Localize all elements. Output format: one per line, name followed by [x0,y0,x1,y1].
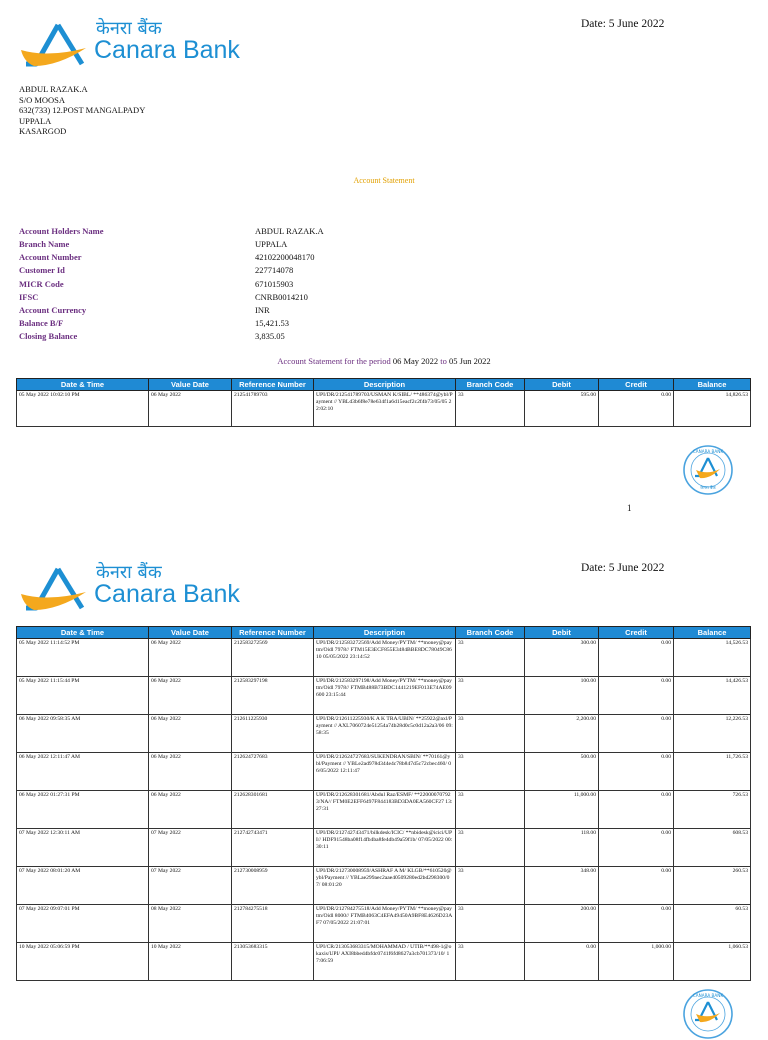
cell-branch-code: 33 [456,867,525,905]
cell-date-time: 06 May 2022 01:27:31 PM [17,791,149,829]
date-value: 5 June 2022 [608,18,665,30]
cell-reference: 212730008959 [232,867,314,905]
cell-balance: 11,726.53 [674,753,751,791]
cell-value-date: 06 May 2022 [149,715,232,753]
col-header-debit: Debit [525,627,599,639]
cell-value-date: 07 May 2022 [149,829,232,867]
cell-balance: 60.53 [674,905,751,943]
address-line: 632(733) 12.POST MANGALPADY [19,105,146,115]
col-header-reference: Reference Number [232,379,314,391]
cell-date-time: 07 May 2022 08:01:20 AM [17,867,149,905]
cell-branch-code: 33 [456,715,525,753]
table-row [17,829,751,867]
table-row [17,905,751,943]
cell-description: UPI/DR/212624727683/SUKENDRAN/SBIN/ **70161@ybl/Payment // YBLe2ad978d344e4c78b847d5c72cbec460/ 06/05/2022 12:11:47 [314,753,456,791]
col-header-balance: Balance [674,627,751,639]
cell-reference: 212784275518 [232,905,314,943]
logo-english-text: Canara Bank [94,580,240,608]
cell-date-time: 07 May 2022 12:30:11 AM [17,829,149,867]
cell-reference: 212583272569 [232,639,314,677]
cell-date-time: 05 May 2022 11:14:52 PM [17,639,149,677]
col-header-branch-code: Branch Code [456,379,525,391]
table-header-row [17,627,751,639]
cell-date-time: 10 May 2022 05:06:59 PM [17,943,149,981]
cell-credit: 0.00 [599,639,674,677]
cell-date-time: 05 May 2022 11:15:44 PM [17,677,149,715]
statement-date [581,18,664,30]
table-row [17,867,751,905]
cell-value-date: 06 May 2022 [149,791,232,829]
cell-date-time: 05 May 2022 10:02:10 PM [17,391,149,427]
col-header-credit: Credit [599,379,674,391]
cell-value-date: 08 May 2022 [149,905,232,943]
cell-value-date: 06 May 2022 [149,391,232,427]
cell-description: UPI/CR/213053683315/MOHAMMAD / UTIB/**498-1@okaxis/UPI/ AXI8bbed4bfdc0741f6fd8627a3cb701373/10/ 17:06:59 [314,943,456,981]
canara-bank-emblem-icon [18,564,94,616]
cell-reference: 212541789703 [232,391,314,427]
cell-reference: 212583297198 [232,677,314,715]
cell-branch-code: 33 [456,905,525,943]
info-label: MICR Code [19,279,64,289]
cell-balance: 14,826.53 [674,391,751,427]
info-value: CNRB0014210 [255,292,308,302]
info-value: ABDUL RAZAK.A [255,226,324,236]
cell-branch-code: 33 [456,639,525,677]
period-to-word: to [440,356,447,366]
cell-debit: 118.00 [525,829,599,867]
period-to: 05 Jun 2022 [449,356,491,366]
cell-debit: 300.00 [525,639,599,677]
cell-credit: 0.00 [599,753,674,791]
page-number: 1 [627,503,632,513]
transactions-table-page1 [16,378,751,427]
cell-debit: 595.00 [525,391,599,427]
address-line: S/O MOOSA [19,94,66,105]
cell-balance: 14,426.53 [674,677,751,715]
col-header-description: Description [314,379,456,391]
col-header-debit: Debit [525,379,599,391]
cell-reference: 212628301681 [232,791,314,829]
address-line: ABDUL RAZAK.A [19,84,88,94]
cell-branch-code: 33 [456,753,525,791]
table-row [17,943,751,981]
cell-description: UPI/DR/212611225930/K A K TRA/UBIN/ **25922@axl/Payment // AXL7060724e51254a74b28d0c5c0d12a2a3/06 09:58:35 [314,715,456,753]
cell-reference: 212611225930 [232,715,314,753]
cell-credit: 0.00 [599,867,674,905]
col-header-branch-code: Branch Code [456,627,525,639]
cell-description: UPI/DR/212541789703/USMAN K/SIBL/ **486374@ybl/Payment // YBLd3b6f8e78e634f1a6d15eacf2c2f4b73/05/05 22:02:10 [314,391,456,427]
cell-description: UPI/DR/212583272569/Add Money/PYTM/ **money@paytm/Oidl 7978// FTM15E3ECF855E3484BBE8DC78049C8610 05/05/2022 23:14:52 [314,639,456,677]
cell-branch-code: 33 [456,391,525,427]
seal-text-top: CANARA BANK [692,993,724,998]
table-row [17,753,751,791]
info-value: 3,835.05 [255,331,285,341]
canara-bank-emblem-icon [18,20,94,72]
table-row [17,639,751,677]
cell-debit: 2,200.00 [525,715,599,753]
info-label: Closing Balance [19,331,78,341]
cell-value-date: 06 May 2022 [149,753,232,791]
col-header-reference: Reference Number [232,627,314,639]
info-value: 227714078 [255,265,294,275]
canara-bank-seal-icon [682,988,734,1040]
cell-credit: 1,000.00 [599,943,674,981]
period-prefix: Account Statement for the period [277,356,391,366]
cell-credit: 0.00 [599,905,674,943]
table-row [17,677,751,715]
info-value: 671015903 [255,279,294,289]
cell-debit: 0.00 [525,943,599,981]
date-value: 5 June 2022 [608,562,665,574]
cell-reference: 212624727683 [232,753,314,791]
info-label: IFSC [19,292,39,302]
col-header-balance: Balance [674,379,751,391]
col-header-value-date: Value Date [149,627,232,639]
cell-debit: 348.00 [525,867,599,905]
info-label: Branch Name [19,239,70,249]
statement-date [581,562,664,574]
statement-title: Account Statement [353,176,415,185]
statement-period [0,356,768,366]
canara-bank-logo [18,16,258,76]
table-header-row [17,379,751,391]
info-value: INR [255,305,270,315]
canara-bank-logo [18,560,258,620]
cell-branch-code: 33 [456,791,525,829]
info-label: Balance B/F [19,318,64,328]
date-label: Date: [581,18,606,30]
customer-address [19,84,145,137]
table-row [17,791,751,829]
cell-balance: 260.53 [674,867,751,905]
cell-date-time: 06 May 2022 09:58:35 AM [17,715,149,753]
cell-description: UPI/DR/212583297198/Add Money/PYTM/ **money@paytm/Oidl 7978// FTMB488B73BDC1441219EF013E74AE09600 23:15:44 [314,677,456,715]
info-value: UPPALA [255,239,288,249]
cell-description: UPI/DR/212628301681/Abdul Raz/ESMF/ **220000707923/NA// FTM0E2EFF6497F844183BD3DA0EA560CF27 13:27:31 [314,791,456,829]
cell-value-date: 06 May 2022 [149,639,232,677]
info-label: Account Holders Name [19,226,104,236]
info-label: Account Currency [19,305,87,315]
cell-balance: 608.53 [674,829,751,867]
cell-debit: 100.00 [525,677,599,715]
transactions-table-page2 [16,626,751,981]
seal-text-bottom: केनरा बैंक [700,485,716,490]
cell-reference: 213053683315 [232,943,314,981]
cell-balance: 1,060.53 [674,943,751,981]
col-header-value-date: Value Date [149,379,232,391]
cell-credit: 0.00 [599,791,674,829]
logo-hindi-text: केनरा बैंक [96,562,162,583]
cell-debit: 11,000.00 [525,791,599,829]
cell-reference: 212742743471 [232,829,314,867]
cell-description: UPI/DR/212784275518/Add Money/PYTM/ **money@paytm/Oidl 8000// FTMB4063C4EFA49450A9BF8E4626D23AF7 07/05/2022 21:07:01 [314,905,456,943]
seal-text-top: CANARA BANK [692,449,724,454]
cell-debit: 500.00 [525,753,599,791]
info-label: Account Number [19,252,82,262]
cell-description: UPI/DR/212730008959/ASHRAF A M/ KLGB/**610520@ybl/Payment // YBLae299aec2aae40509280ed2bd298300/07/ 08:01:20 [314,867,456,905]
canara-bank-seal-icon [682,444,734,496]
cell-description: UPI/DR/212742743471/bilkdesk/ICIC/ **nbidesk@icici/UPI// HDF91548ba08f14fb4ba8fe4db49a59f1b/ 07/05/2022 00:30:11 [314,829,456,867]
cell-credit: 0.00 [599,391,674,427]
cell-balance: 12,226.53 [674,715,751,753]
cell-branch-code: 33 [456,677,525,715]
table-row [17,391,751,427]
address-line: KASARGOD [19,126,67,136]
cell-value-date: 10 May 2022 [149,943,232,981]
cell-branch-code: 33 [456,943,525,981]
col-header-description: Description [314,627,456,639]
table-row [17,715,751,753]
cell-balance: 726.53 [674,791,751,829]
col-header-credit: Credit [599,627,674,639]
cell-value-date: 07 May 2022 [149,867,232,905]
cell-credit: 0.00 [599,829,674,867]
cell-credit: 0.00 [599,677,674,715]
info-value: 15,421.53 [255,318,289,328]
cell-branch-code: 33 [456,829,525,867]
cell-debit: 200.00 [525,905,599,943]
cell-date-time: 07 May 2022 09:07:01 PM [17,905,149,943]
period-from: 06 May 2022 [392,356,439,366]
info-label: Customer Id [19,265,65,275]
address-line: UPPALA [19,115,52,126]
cell-balance: 14,526.53 [674,639,751,677]
cell-credit: 0.00 [599,715,674,753]
info-value: 42102200048170 [255,252,315,262]
logo-english-text: Canara Bank [94,36,240,64]
col-header-date-time: Date & Time [17,627,149,639]
date-label: Date: [581,562,606,574]
logo-hindi-text: केनरा बैंक [96,18,162,39]
cell-value-date: 06 May 2022 [149,677,232,715]
cell-date-time: 06 May 2022 12:11:47 AM [17,753,149,791]
col-header-date-time: Date & Time [17,379,149,391]
